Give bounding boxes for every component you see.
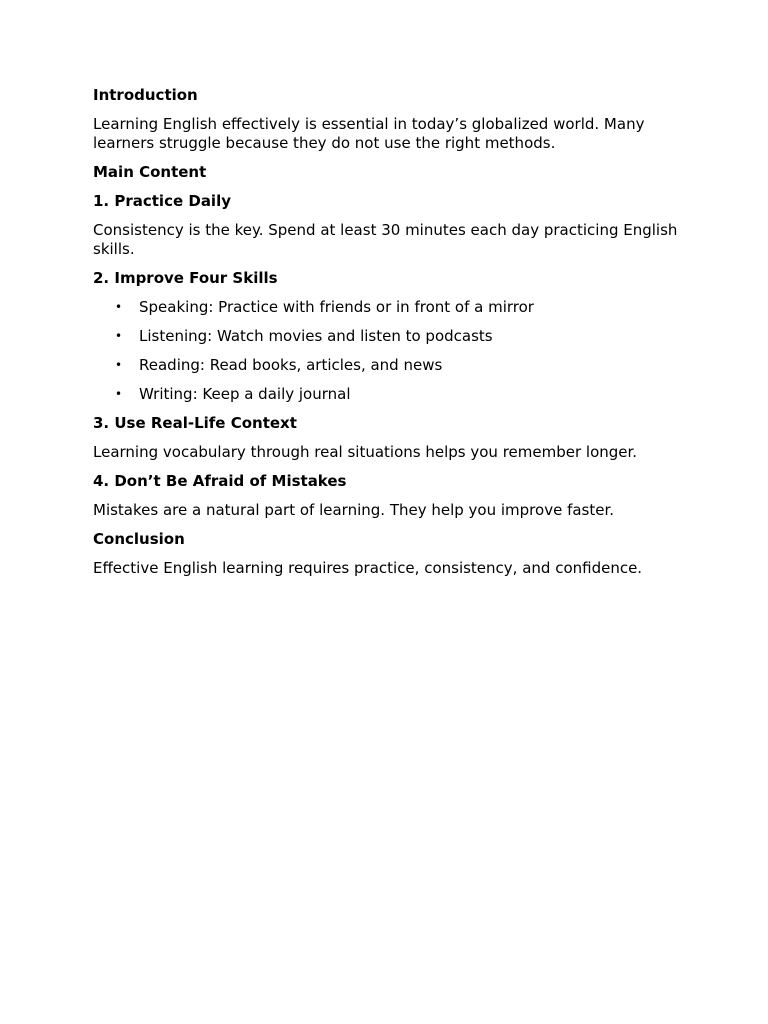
bullet-item-speaking — [93, 298, 683, 317]
bullet-item-listening — [93, 327, 683, 346]
bullet-text: Writing: Keep a daily journal — [139, 385, 351, 403]
bullet-item-writing — [93, 385, 683, 404]
bullet-text: Listening: Watch movies and listen to podcasts — [139, 327, 493, 345]
conclusion-heading: Conclusion — [93, 530, 185, 548]
bullet-icon: • — [115, 300, 123, 314]
section-4-heading: 4. Don’t Be Afraid of Mistakes — [93, 472, 347, 490]
bullet-item-reading — [93, 356, 683, 375]
section-3-heading: 3. Use Real-Life Context — [93, 414, 297, 432]
section-1-heading: 1. Practice Daily — [93, 192, 231, 210]
section-3-paragraph: Learning vocabulary through real situations helps you remember longer. — [93, 443, 638, 461]
document-page — [93, 86, 683, 588]
introduction-paragraph: Learning English effectively is essential in today’s globalized world. Many learners struggle because they do not use the right methods. — [93, 115, 645, 152]
skills-bullet-list — [93, 298, 683, 404]
bullet-icon: • — [115, 358, 123, 372]
conclusion-paragraph: Effective English learning requires practice, consistency, and confidence. — [93, 559, 643, 577]
section-1-paragraph: Consistency is the key. Spend at least 30 minutes each day practicing English skills. — [93, 221, 678, 258]
bullet-text: Speaking: Practice with friends or in front of a mirror — [139, 298, 534, 316]
bullet-icon: • — [115, 387, 123, 401]
main-content-heading: Main Content — [93, 163, 207, 181]
bullet-text: Reading: Read books, articles, and news — [139, 356, 443, 374]
section-2-heading: 2. Improve Four Skills — [93, 269, 278, 287]
bullet-icon: • — [115, 329, 123, 343]
section-4-paragraph: Mistakes are a natural part of learning. They help you improve faster. — [93, 501, 615, 519]
introduction-heading: Introduction — [93, 86, 198, 104]
